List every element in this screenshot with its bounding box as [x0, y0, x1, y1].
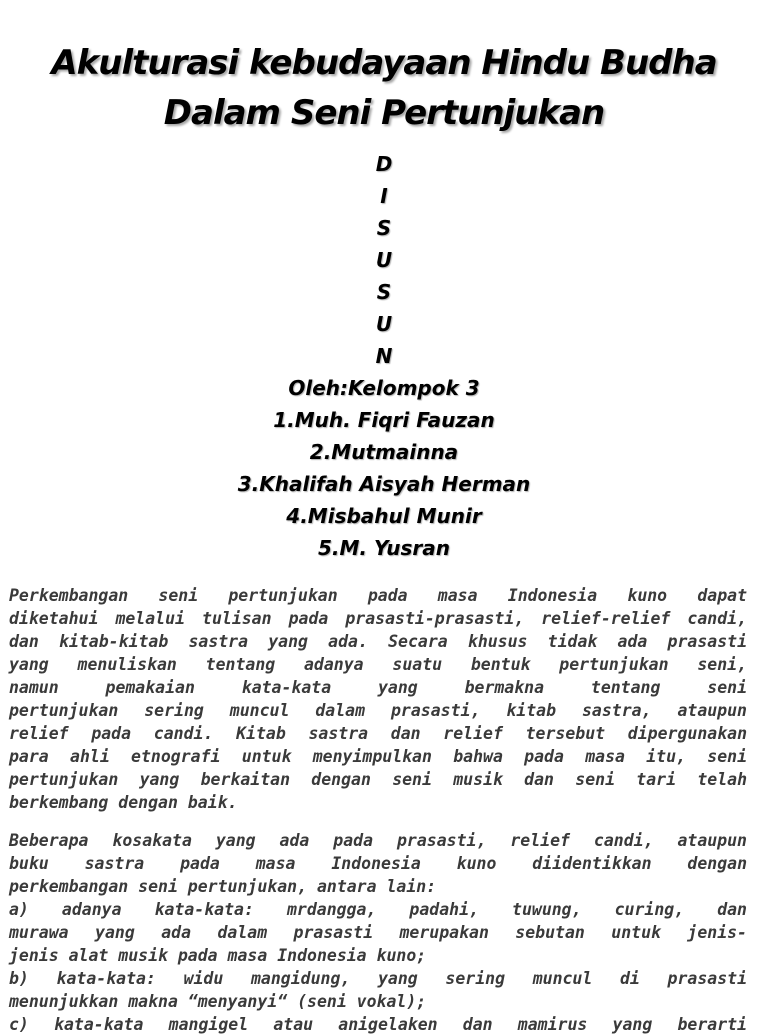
disusun-letter: U	[375, 248, 393, 272]
paragraph-line: relief pada candi. Kitab sastra dan relief tersebut dipergunakan	[9, 724, 747, 743]
member-name: 5.M. Yusran	[317, 536, 450, 560]
member-name: 4.Misbahul Munir	[286, 504, 482, 528]
paragraph-line: yang menuliskan tentang adanya suatu bentuk pertunjukan seni,	[9, 655, 747, 674]
paragraph-line: c) kata-kata mangigel atau anigelaken dan mamirus yang berarti	[9, 1015, 747, 1034]
paragraph-line: dan kitab-kitab sastra yang ada. Secara khusus tidak ada prasasti	[9, 632, 747, 651]
paragraph-line: murawa yang ada dalam prasasti merupakan sebutan untuk jenis-	[9, 923, 747, 942]
document-title	[0, 38, 768, 138]
disusun-letter: N	[375, 344, 393, 368]
member-name: 1.Muh. Fiqri Fauzan	[273, 408, 495, 432]
disusun-letter: S	[376, 280, 392, 304]
group-label: Oleh:Kelompok 3	[288, 376, 480, 400]
member-name: 3.Khalifah Aisyah Herman	[237, 472, 531, 496]
disusun-letter: S	[376, 216, 392, 240]
paragraph-line: berkembang dengan baik.	[9, 793, 238, 812]
paragraph-line: buku sastra pada masa Indonesia kuno diidentikkan dengan	[9, 854, 747, 873]
paragraph-line: diketahui melalui tulisan pada prasasti-prasasti, relief-relief candi,	[9, 609, 747, 628]
disusun-letter: U	[375, 312, 393, 336]
member-name: 2.Mutmainna	[309, 440, 459, 464]
title-line-2: Dalam Seni Pertunjukan	[163, 93, 605, 133]
paragraph-line: a) adanya kata-kata: mrdangga, padahi, tuwung, curing, dan	[9, 900, 747, 919]
disusun-letter: D	[375, 152, 393, 176]
paragraph-line: jenis alat musik pada masa Indonesia kuno;	[9, 946, 427, 965]
title-line-1: Akulturasi kebudayaan Hindu Budha	[51, 43, 717, 83]
intro-paragraph	[9, 584, 747, 814]
paragraph-line: Perkembangan seni pertunjukan pada masa Indonesia kuno dapat	[9, 586, 747, 605]
paragraph-line: para ahli etnografi untuk menyimpulkan bahwa pada masa itu, seni	[9, 747, 747, 766]
paragraph-line: pertunjukan yang berkaitan dengan seni musik dan seni tari telah	[9, 770, 747, 789]
paragraph-line: Beberapa kosakata yang ada pada prasasti, relief candi, ataupun	[9, 831, 747, 850]
disusun-letter: I	[380, 184, 388, 208]
paragraph-line: namun pemakaian kata-kata yang bermakna tentang seni	[9, 678, 747, 697]
paragraph-line: b) kata-kata: widu mangidung, yang sering muncul di prasasti	[9, 969, 747, 988]
paragraph-line: perkembangan seni pertunjukan, antara lain:	[9, 877, 437, 896]
author-block	[0, 148, 768, 564]
paragraph-line: menunjukkan makna “menyanyi“ (seni vokal);	[9, 992, 427, 1011]
paragraph-line: pertunjukan sering muncul dalam prasasti, kitab sastra, ataupun	[9, 701, 747, 720]
vocabulary-paragraph	[9, 829, 747, 1036]
